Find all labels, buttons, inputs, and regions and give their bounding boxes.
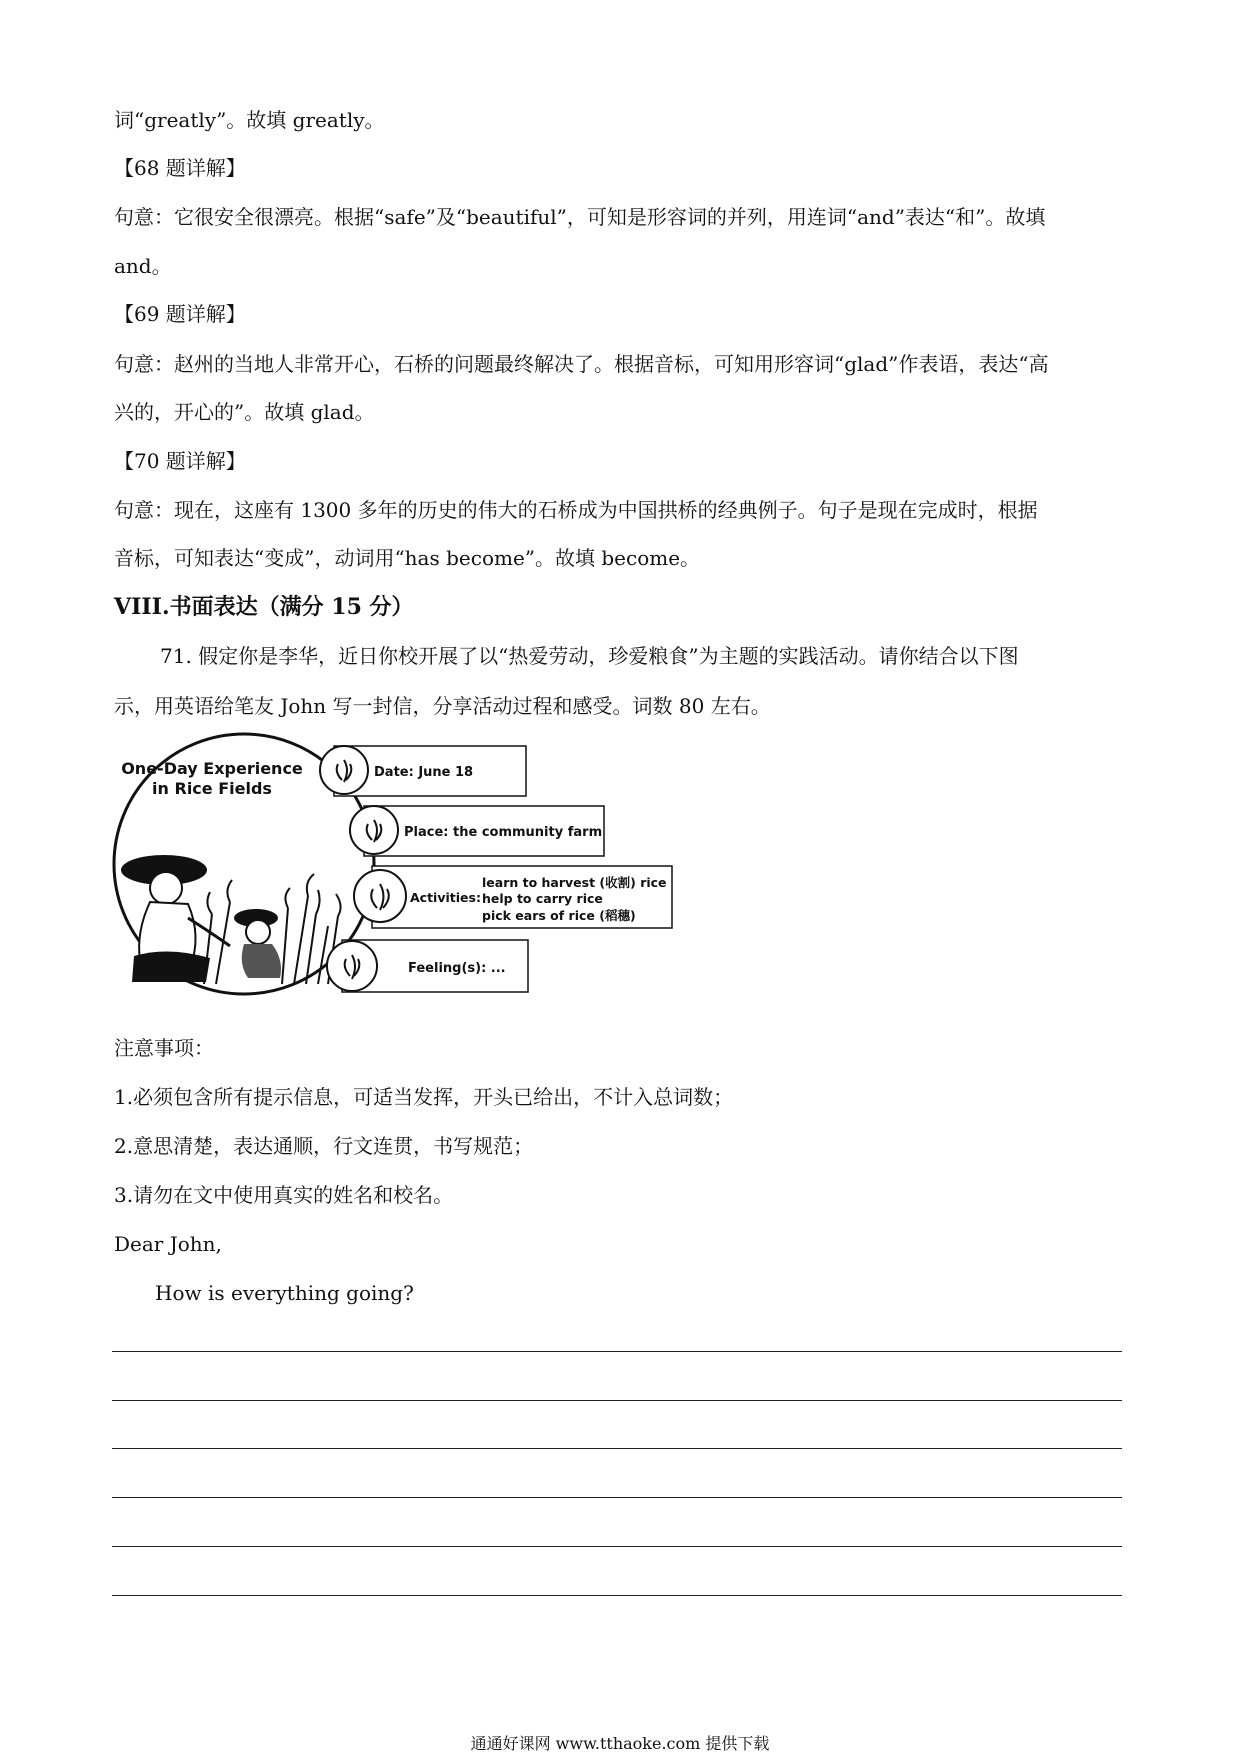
note-item: 3.请勿在文中使用真实的姓名和校名。: [114, 1183, 454, 1207]
section-heading: VIII.书面表达（满分 15 分）: [114, 594, 414, 620]
answer-line[interactable]: [112, 1497, 1122, 1498]
activity-item: help to carry rice: [482, 891, 603, 906]
question-71-prompt: 示，用英语给笔友 John 写一封信，分享活动过程和感受。词数 80 左右。: [114, 694, 771, 718]
answer-line[interactable]: [112, 1351, 1122, 1352]
place-label: Place: the community farm: [404, 825, 603, 840]
illustration-title: One-Day Experience: [121, 759, 303, 778]
text-line: and。: [114, 254, 172, 278]
text-line: 句意：赵州的当地人非常开心，石桥的问题最终解决了。根据音标，可知用形容词“glad”作表语，表达“高: [114, 352, 1049, 376]
answer-line[interactable]: [112, 1400, 1122, 1401]
place-box: [350, 806, 604, 856]
text-line: 句意：现在，这座有 1300 多年的历史的伟大的石桥成为中国拱桥的经典例子。句子是现在完成时，根据: [114, 498, 1038, 522]
letter-opening: How is everything going?: [155, 1281, 414, 1305]
activities-box: [354, 866, 672, 928]
activity-item: learn to harvest (收割) rice: [482, 875, 667, 890]
question-71-prompt: 71. 假定你是李华，近日你校开展了以“热爱劳动，珍爱粮食”为主题的实践活动。请你结合以下图: [160, 644, 1019, 668]
answer-line[interactable]: [112, 1595, 1122, 1596]
notes-title: 注意事项：: [114, 1036, 214, 1060]
text-line: 词“greatly”。故填 greatly。: [114, 108, 385, 132]
feeling-box: [327, 940, 528, 992]
text-line: 兴的，开心的”。故填 glad。: [114, 400, 375, 424]
date-box: [320, 746, 526, 796]
note-item: 2.意思清楚，表达通顺，行文连贯，书写规范；: [114, 1134, 534, 1158]
note-item: 1.必须包含所有提示信息，可适当发挥，开头已给出，不计入总词数；: [114, 1085, 734, 1109]
answer-line[interactable]: [112, 1448, 1122, 1449]
text-line: 音标，可知表达“变成”，动词用“has become”。故填 become。: [114, 546, 701, 570]
date-label: Date: June 18: [374, 765, 474, 780]
question-69-heading: 【69 题详解】: [114, 302, 246, 326]
illustration-title: in Rice Fields: [152, 779, 272, 798]
feeling-label: Feeling(s): ...: [408, 961, 506, 976]
page-footer: 通通好课网 www.tthaoke.com 提供下载: [470, 1734, 770, 1753]
answer-line[interactable]: [112, 1546, 1122, 1547]
question-70-heading: 【70 题详解】: [114, 449, 246, 473]
question-68-heading: 【68 题详解】: [114, 156, 246, 180]
letter-salutation: Dear John,: [114, 1232, 222, 1256]
activities-label: Activities:: [410, 890, 481, 905]
rice-field-illustration: [112, 732, 692, 1012]
text-line: 句意：它很安全很漂亮。根据“safe”及“beautiful”，可知是形容词的并列，用连词“and”表达“和”。故填: [114, 205, 1046, 229]
activity-item: pick ears of rice (稻穗): [482, 908, 636, 923]
